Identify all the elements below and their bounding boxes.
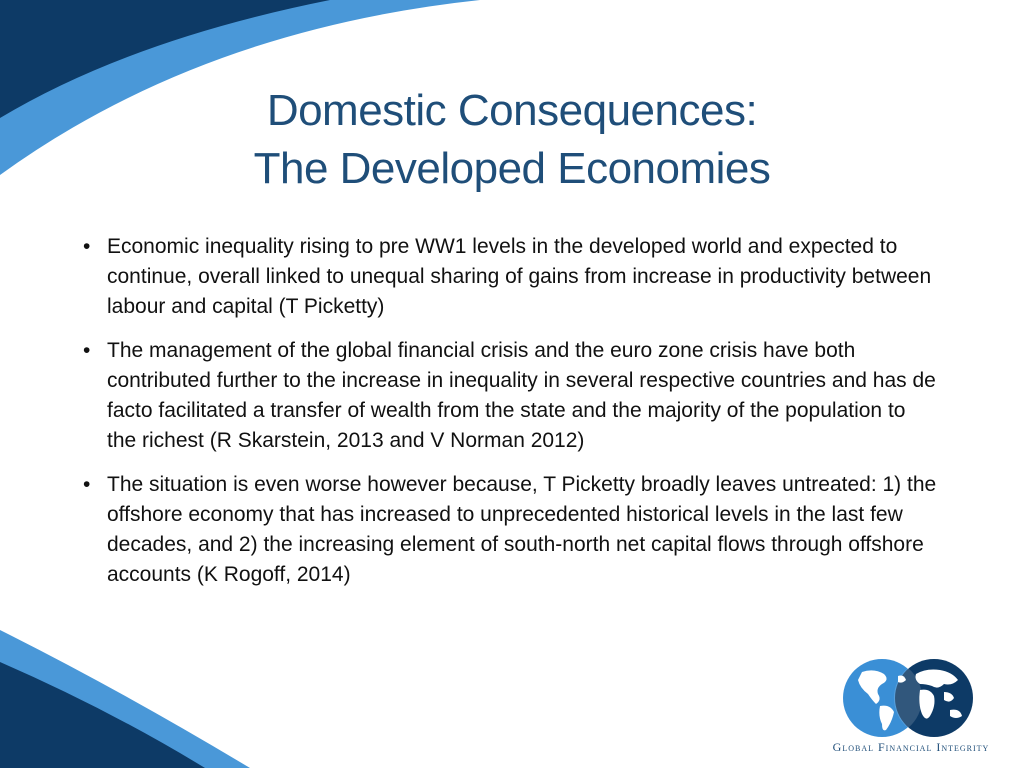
- title-line-1: Domestic Consequences:: [266, 86, 758, 135]
- bullet-dot: •: [83, 339, 91, 362]
- bullet-item: [80, 470, 940, 590]
- bullet-dot: •: [83, 473, 91, 496]
- bullet-list: [80, 232, 940, 604]
- bullet-item: [80, 336, 940, 456]
- bullet-text: The situation is even worse however because, T Picketty broadly leaves untreated: 1) the offshore economy that has increased to unprecedented historical levels in the last few decades, and 2) the increasing element of south-north net capital flows through offshore accounts (K Rogoff, 2014): [107, 473, 937, 586]
- bullet-dot: •: [83, 235, 91, 258]
- logo-wordmark: Global Financial Integrity: [832, 740, 990, 754]
- gfi-logo: [806, 654, 1016, 762]
- slide-title: [120, 82, 904, 198]
- title-line-2: The Developed Economies: [253, 144, 771, 193]
- bullet-text: The management of the global financial crisis and the euro zone crisis have both contributed further to the increase in inequality in several respective countries and has de facto facilitated a transfer of wealth from the state and the majority of the population to the richest (R Skarstein, 2013 and V Norman 2012): [107, 339, 936, 452]
- bullet-text: Economic inequality rising to pre WW1 levels in the developed world and expected to continue, overall linked to unequal sharing of gains from increase in productivity between labour and capital (T Picketty): [107, 235, 932, 318]
- bottom-left-swoosh-dark: [0, 662, 205, 768]
- bullet-item: [80, 232, 940, 322]
- globe-icon: [840, 658, 976, 738]
